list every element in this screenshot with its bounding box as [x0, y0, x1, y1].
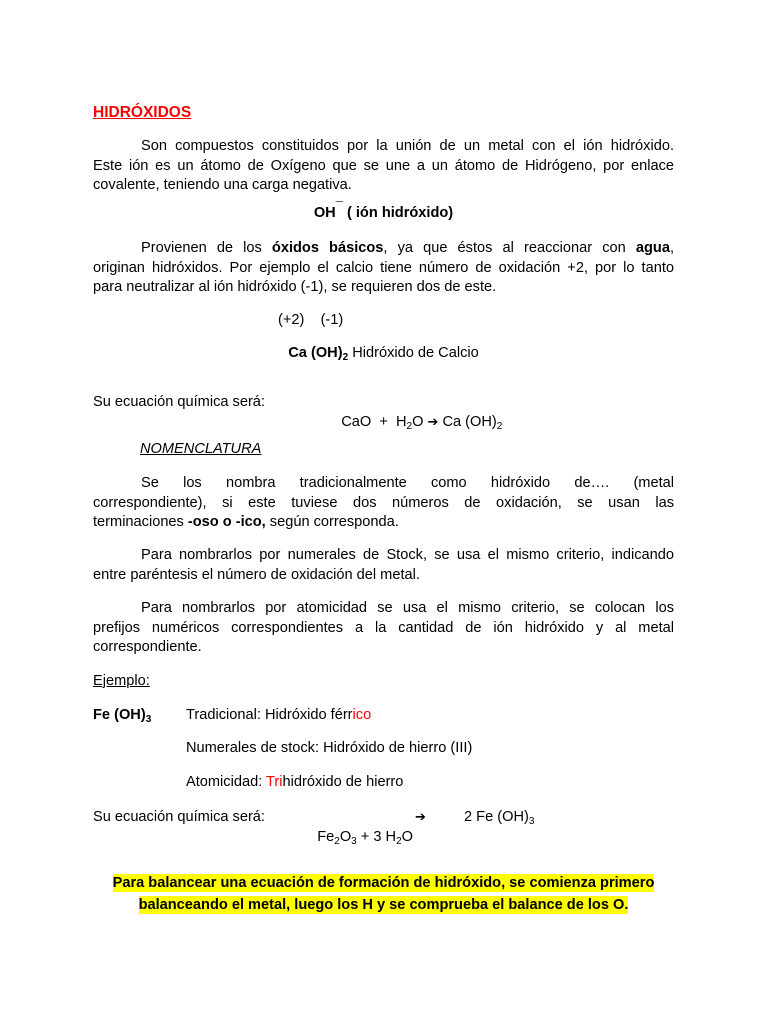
oh-base: OH [313, 205, 336, 221]
ca-oh2-formula: Ca $(OH)_2$ [288, 345, 349, 363]
nomenclatura-heading: NOMENCLATURA [140, 441, 262, 457]
calcium-hydroxide-line [93, 344, 674, 364]
oxidation-numbers: (+2) (-1) [278, 312, 344, 328]
page-title: HIDRÓXIDOS [93, 104, 192, 121]
nom-p1-line-3: terminaciones -oso o -ico, según corresponda. [93, 514, 399, 530]
intro-paragraph [93, 137, 674, 196]
equation-1-label: Su ecuación química será: [93, 394, 265, 410]
nom-p1-line-1: Se los nombra tradicionalmente como hidróxido de…. (metal [141, 475, 674, 491]
equation-2-reactants: $Fe_2O_3 + 3$ $H_2O$ [317, 828, 413, 847]
provienen-line-1: Provienen de los óxidos básicos, ya que éstos al reaccionar con agua, [141, 240, 674, 256]
balance-note [95, 872, 672, 916]
example-label: Ejemplo: [93, 673, 150, 689]
nom-p3-line-1: Para nombrarlos por atomicidad se usa el mismo criterio, se colocan los [141, 600, 674, 616]
balance-note-line-1: Para balancear una ecuación de formación de hidróxido, se comienza primero [112, 875, 655, 891]
example-atomicity: Atomicidad: Trihidróxido de hierro [186, 774, 404, 790]
provienen-line-2: originan hidróxidos. Por ejemplo el calcio tiene número de oxidación +2, por lo tanto [93, 259, 674, 276]
balance-note-line-2: balanceando el metal, luego los H y se comprueba el balance de los O. [138, 897, 629, 913]
nomenclatura-paragraph-3 [93, 599, 674, 658]
reaction-arrow-icon: ➔ [427, 414, 439, 430]
ca-oh2-name: Hidróxido de Calcio [348, 345, 479, 361]
nom-p2-line-2: entre paréntesis el número de oxidación del metal. [93, 566, 420, 583]
equation-2-product: 2 Fe $(OH)_3$ [464, 809, 535, 827]
oh-charge: ¯ [335, 199, 343, 214]
nom-p3-line-2: prefijos numéricos correspondientes a la cantidad de ión hidróxido y al metal [93, 619, 674, 636]
equation-2-label: Su ecuación química será: [93, 809, 265, 825]
example-traditional: Tradicional: Hidróxido férrico [186, 707, 372, 723]
intro-line-2: Este ión es un átomo de Oxígeno que se une a un átomo de Hidrógeno, por enlace [93, 157, 674, 174]
equation-1: CaO + $H_2O$ ➔ Ca $(OH)_2$ [341, 413, 503, 432]
oh-label: ( ión hidróxido) [342, 205, 454, 221]
nomenclatura-paragraph-1 [93, 474, 674, 533]
nom-p3-line-3: correspondiente. [93, 639, 202, 655]
intro-line-3: covalente, teniendo una carga negativa. [93, 177, 352, 193]
provienen-line-3: para neutralizar al ión hidróxido (-1), se requieren dos de este. [93, 279, 497, 295]
intro-line-1: Son compuestos constituidos por la unión de un metal con el ión hidróxido. [141, 138, 674, 154]
nom-p2-line-1: Para nombrarlos por numerales de Stock, se usa el mismo criterio, indicando [141, 547, 674, 563]
nom-p1-line-2: correspondiente), si este tuviese dos números de oxidación, se usan las [93, 494, 674, 511]
hydroxide-ion-formula [93, 199, 674, 224]
document-page [93, 0, 674, 1024]
example-formula: Fe $(OH)_3$ [93, 707, 152, 725]
example-stock: Numerales de stock: Hidróxido de hierro (III) [186, 740, 473, 756]
reaction-arrow-2-icon: ➔ [415, 810, 426, 825]
provienen-paragraph [93, 239, 674, 298]
nomenclatura-paragraph-2 [93, 546, 674, 585]
